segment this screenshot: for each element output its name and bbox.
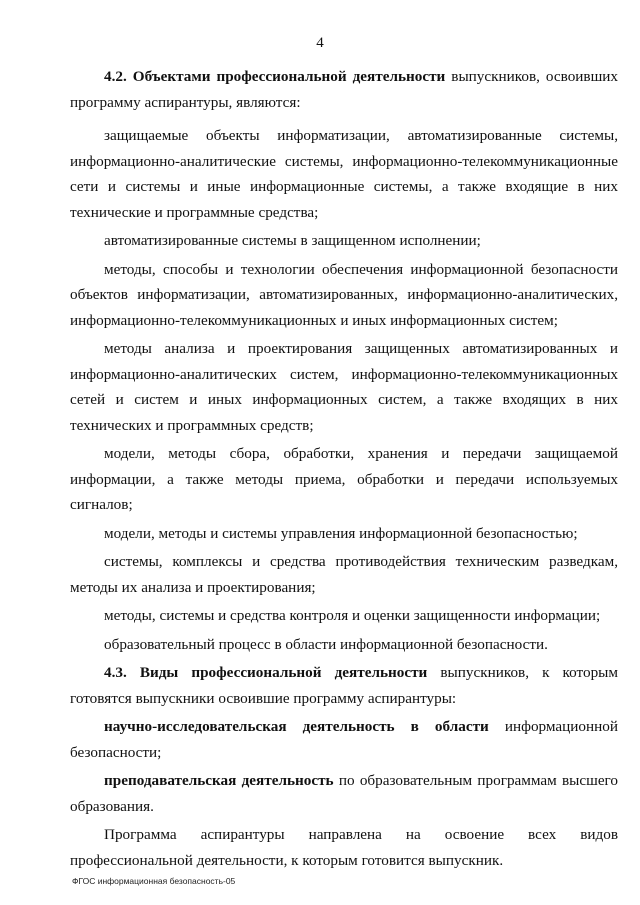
list-item — [70, 336, 618, 438]
paragraph-bold: научно-исследовательская деятельность в области — [104, 718, 489, 735]
paragraph-text: выпускников, освоивших программу аспирантуры, являются: — [70, 68, 619, 111]
closing-paragraph — [70, 822, 618, 873]
paragraph-text: по образовательным программам высшего образования. — [70, 772, 619, 815]
paragraph-bold: 4.2. Объектами профессиональной деятельности — [104, 68, 446, 85]
document-body — [70, 64, 618, 873]
list-item — [70, 257, 618, 334]
list-item — [70, 603, 618, 629]
paragraph-bold: 4.3. Виды профессиональной деятельности — [104, 664, 428, 681]
paragraph-text: системы, комплексы и средства противодействия техническим разведкам, методы их анализа и проектирования; — [70, 553, 618, 596]
list-item — [70, 441, 618, 518]
paragraph-text: Программа аспирантуры направлена на освоение всех видов профессиональной деятельности, к которым готовится выпускник. — [70, 826, 618, 869]
page-number: 4 — [316, 35, 324, 51]
paragraph-text: информационной безопасности; — [70, 718, 618, 761]
list-item — [70, 632, 618, 658]
list-item — [70, 521, 618, 547]
list-item — [70, 768, 618, 819]
list-item — [70, 714, 618, 765]
list-item — [70, 228, 618, 254]
paragraph-text: методы, системы и средства контроля и оценки защищенности информации; — [104, 607, 601, 624]
footer-note: ФГОС информационная безопасность-05 — [72, 876, 236, 886]
paragraph-text: методы анализа и проектирования защищенных автоматизированных и информационно-аналитических систем, информационно-телекоммуникационных сетей и систем и иных информационных систем, а также входящих в них технических и программных средств; — [70, 340, 618, 434]
paragraph-text: образовательный процесс в области информационной безопасности. — [104, 635, 548, 653]
paragraph-text: защищаемые объекты информатизации, автоматизированные системы, информационно-аналитические системы, информационно-телекоммуникационные сети и системы и иные информационные системы, а также входящие в них технические и программные средства; — [70, 127, 618, 221]
paragraph-text: модели, методы сбора, обработки, хранения и передачи защищаемой информации, а также методы приема, обработки и передачи используемых сигналов; — [70, 445, 618, 513]
paragraph-4-3 — [70, 660, 618, 711]
paragraph-text: методы, способы и технологии обеспечения информационной безопасности объектов информатизации, автоматизированных, информационно-аналитических, информационно-телекоммуникационных и иных информационных систем; — [70, 260, 618, 329]
list-item — [70, 549, 618, 600]
paragraph-text: модели, методы и системы управления информационной безопасностью; — [104, 524, 578, 542]
paragraph-text: автоматизированные системы в защищенном исполнении; — [104, 232, 481, 249]
paragraph-bold: преподавательская деятельность — [104, 772, 334, 789]
list-item — [70, 123, 618, 225]
paragraph-4-2 — [70, 64, 618, 115]
paragraph-text: выпускников, к которым готовятся выпускники освоившие программу аспирантуры: — [70, 664, 618, 707]
